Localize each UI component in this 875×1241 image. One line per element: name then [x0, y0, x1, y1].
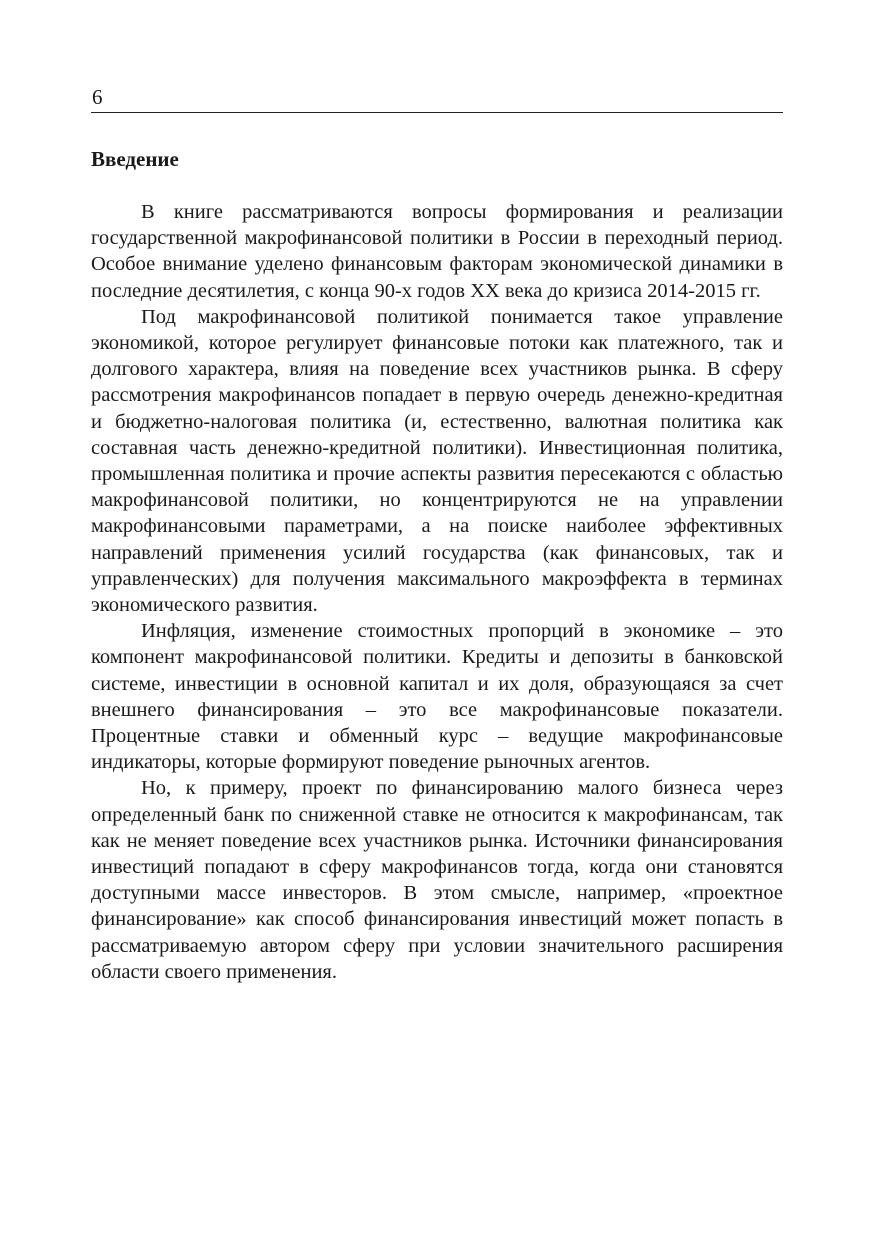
page-number: 6 — [92, 85, 103, 109]
paragraph-2: Под макрофинансовой политикой понимается такое управление экономикой, которое регулирует финансовые потоки как платежного, так и долгового характера, влияя на поведение всех участников рынка. В сферу рассмотрения макрофинансов попадает в первую очередь денежно-кредитная и бюджетно-налоговая политика (и, естественно, валютная политика как составная часть денежно-кредитной политики). Инвестиционная политика, промышленная политика и прочие аспекты развития пересекаются с областью макрофинансовой политики, но концентрируются не на управлении макрофинансовыми параметрами, а на поиске наиболее эффективных направлений применения усилий государства (как финансовых, так и управленческих) для получения максимального макроэффекта в терминах экономического развития. — [91, 305, 783, 617]
paragraph-3: Инфляция, изменение стоимостных пропорций в экономике – это компонент макрофинансовой политики. Кредиты и депозиты в банковской системе, инвестиции в основной капитал и их доля, образующаяся за счет внешнего финансирования – это все макрофинансовые показатели. Процентные ставки и обменный курс – ведущие макрофинансовые индикаторы, которые формируют поведение рыночных агентов. — [91, 620, 783, 774]
paragraph-1: В книге рассматриваются вопросы формирования и реализации государственной макрофинансовой политики в России в переходный период. Особое внимание уделено финансовым факторам экономической динамики в последние десятилетия, с конца 90-х годов XX века до кризиса 2014-2015 гг. — [91, 201, 783, 302]
header-rule — [91, 112, 783, 113]
body-text — [91, 199, 783, 985]
section-title: Введение — [91, 147, 179, 171]
paragraph-4: Но, к примеру, проект по финансированию малого бизнеса через определенный банк по сниженной ставке не относится к макрофинансам, так как не меняет поведение всех участников рынка. Источники финансирования инвестиций попадают в сферу макрофинансов тогда, когда они становятся доступными массе инвесторов. В этом смысле, например, «проектное финансирование» как способ финансирования инвестиций может попасть в рассматриваемую автором сферу при условии значительного расширения области своего применения. — [91, 777, 783, 983]
document-page — [91, 84, 783, 985]
